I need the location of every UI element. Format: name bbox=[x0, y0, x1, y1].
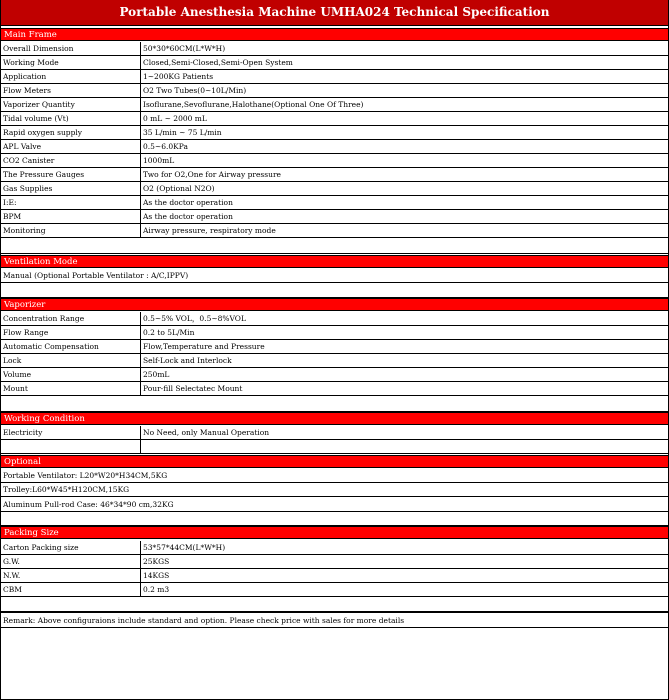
spec-value: Isoflurane,Sevoflurane,Halothane(Optional One Of Three) bbox=[143, 100, 364, 109]
table-row bbox=[1, 312, 668, 326]
table-row bbox=[1, 154, 668, 168]
spec-key: Volume bbox=[3, 370, 32, 379]
spec-key: Flow Meters bbox=[3, 86, 51, 95]
spec-key: Gas Supplies bbox=[3, 184, 53, 193]
spec-key: Automatic Compensation bbox=[3, 342, 99, 351]
spec-key: Concentration Range bbox=[3, 314, 85, 323]
spec-key: Rapid oxygen supply bbox=[3, 128, 83, 137]
blank-row bbox=[1, 597, 668, 612]
blank-row bbox=[1, 238, 668, 254]
table-row bbox=[1, 440, 668, 454]
section-heading-optional: Optional bbox=[1, 455, 668, 468]
table-row bbox=[1, 42, 668, 56]
table-row bbox=[1, 269, 668, 283]
spec-value: Two for O2,One for Airway pressure bbox=[143, 170, 281, 179]
spec-value: 0.5~6.0KPa bbox=[143, 142, 188, 151]
spec-key: Electricity bbox=[3, 428, 43, 437]
table-row bbox=[1, 326, 668, 340]
spec-value: 50*30*60CM(L*W*H) bbox=[143, 44, 226, 53]
spec-key: Overall Dimension bbox=[3, 44, 74, 53]
spec-value: Flow,Temperature and Pressure bbox=[143, 342, 265, 351]
spec-value: 53*57*44CM(L*W*H) bbox=[143, 543, 226, 552]
spec-value: As the doctor operation bbox=[143, 212, 233, 221]
blank-row bbox=[1, 512, 668, 526]
spec-value: 0.2 to 5L/Min bbox=[143, 328, 195, 337]
section-heading-packing-size: Packing Size bbox=[1, 526, 668, 539]
table-row bbox=[1, 56, 668, 70]
table-row bbox=[1, 210, 668, 224]
spec-key: BPM bbox=[3, 212, 22, 221]
table-row bbox=[1, 340, 668, 354]
table-row bbox=[1, 196, 668, 210]
spec-value: 1000mL bbox=[143, 156, 175, 165]
table-row bbox=[1, 583, 668, 597]
table-row bbox=[1, 112, 668, 126]
spec-value: 0 mL ~ 2000 mL bbox=[143, 114, 207, 123]
spec-value: 25KGS bbox=[143, 557, 170, 566]
spec-value: O2 (Optional N2O) bbox=[143, 184, 215, 193]
table-row bbox=[1, 354, 668, 368]
blank-row bbox=[1, 396, 668, 412]
spec-value: 14KGS bbox=[143, 571, 170, 580]
table-row bbox=[1, 426, 668, 440]
spec-key: APL Valve bbox=[3, 142, 42, 151]
table-row bbox=[1, 555, 668, 569]
spec-key: I:E: bbox=[3, 198, 17, 207]
table-row bbox=[1, 168, 668, 182]
spec-key: Flow Range bbox=[3, 328, 49, 337]
table-row bbox=[1, 140, 668, 154]
spec-key: CO2 Canister bbox=[3, 156, 55, 165]
table-row bbox=[1, 84, 668, 98]
spec-line: Manual (Optional Portable Ventilator : A/C,IPPV) bbox=[3, 271, 189, 280]
spec-key: The Pressure Gauges bbox=[3, 170, 85, 179]
spec-key: Tidal volume (Vt) bbox=[3, 114, 69, 123]
table-row bbox=[1, 569, 668, 583]
spec-value: 0.5~5% VOL，0.5~8%VOL bbox=[143, 314, 246, 323]
table-row bbox=[1, 382, 668, 396]
spec-key: N.W. bbox=[3, 571, 21, 580]
spec-line: Portable Ventilator: L20*W20*H34CM,5KG bbox=[3, 471, 168, 480]
table-row bbox=[1, 469, 668, 483]
table-row bbox=[1, 541, 668, 555]
page-title: Portable Anesthesia Machine UMHA024 Technical Specification bbox=[1, 0, 668, 26]
section-heading-main-frame: Main Frame bbox=[1, 28, 668, 41]
spec-value: 0.2 m3 bbox=[143, 585, 170, 594]
table-row bbox=[1, 182, 668, 196]
spec-value: As the doctor operation bbox=[143, 198, 233, 207]
spec-value: O2 Two Tubes(0~10L/Min) bbox=[143, 86, 247, 95]
spec-key: Application bbox=[3, 72, 47, 81]
spec-key: Monitoring bbox=[3, 226, 46, 235]
table-row bbox=[1, 126, 668, 140]
section-heading-working-condition: Working Condition bbox=[1, 412, 668, 425]
section-heading-ventilation-mode: Ventilation Mode bbox=[1, 255, 668, 268]
spec-line: Trolley:L60*W45*H120CM,15KG bbox=[3, 485, 130, 494]
spec-value: 35 L/min ~ 75 L/min bbox=[143, 128, 222, 137]
spec-value: 250mL bbox=[143, 370, 170, 379]
table-row bbox=[1, 224, 668, 238]
spec-value: Pour-fill Selectatec Mount bbox=[143, 384, 243, 393]
spec-value: Self-Lock and Interlock bbox=[143, 356, 232, 365]
spec-key: Mount bbox=[3, 384, 28, 393]
spec-key: CBM bbox=[3, 585, 22, 594]
spec-key: Vaporizer Quantity bbox=[3, 100, 75, 109]
table-row bbox=[1, 98, 668, 112]
table-row bbox=[1, 498, 668, 512]
spec-line: Aluminum Pull-rod Case: 46*34*90 cm,32KG bbox=[3, 500, 174, 509]
blank-row bbox=[1, 283, 668, 298]
remark-note: Remark: Above configuraions include standard and option. Please check price with sales for more details bbox=[1, 612, 668, 628]
table-row bbox=[1, 368, 668, 382]
spec-value: Airway pressure, respiratory mode bbox=[143, 226, 276, 235]
spec-value: 1~200KG Patients bbox=[143, 72, 214, 81]
spec-key: Carton Packing size bbox=[3, 543, 79, 552]
spec-value: No Need, only Manual Operation bbox=[143, 428, 270, 437]
spec-key: G.W. bbox=[3, 557, 20, 566]
spec-value: Closed,Semi-Closed,Semi-Open System bbox=[143, 58, 293, 67]
spec-key: Lock bbox=[3, 356, 22, 365]
table-row bbox=[1, 483, 668, 497]
spec-key: Working Mode bbox=[3, 58, 59, 67]
table-row bbox=[1, 70, 668, 84]
section-heading-vaporizer: Vaporizer bbox=[1, 298, 668, 311]
